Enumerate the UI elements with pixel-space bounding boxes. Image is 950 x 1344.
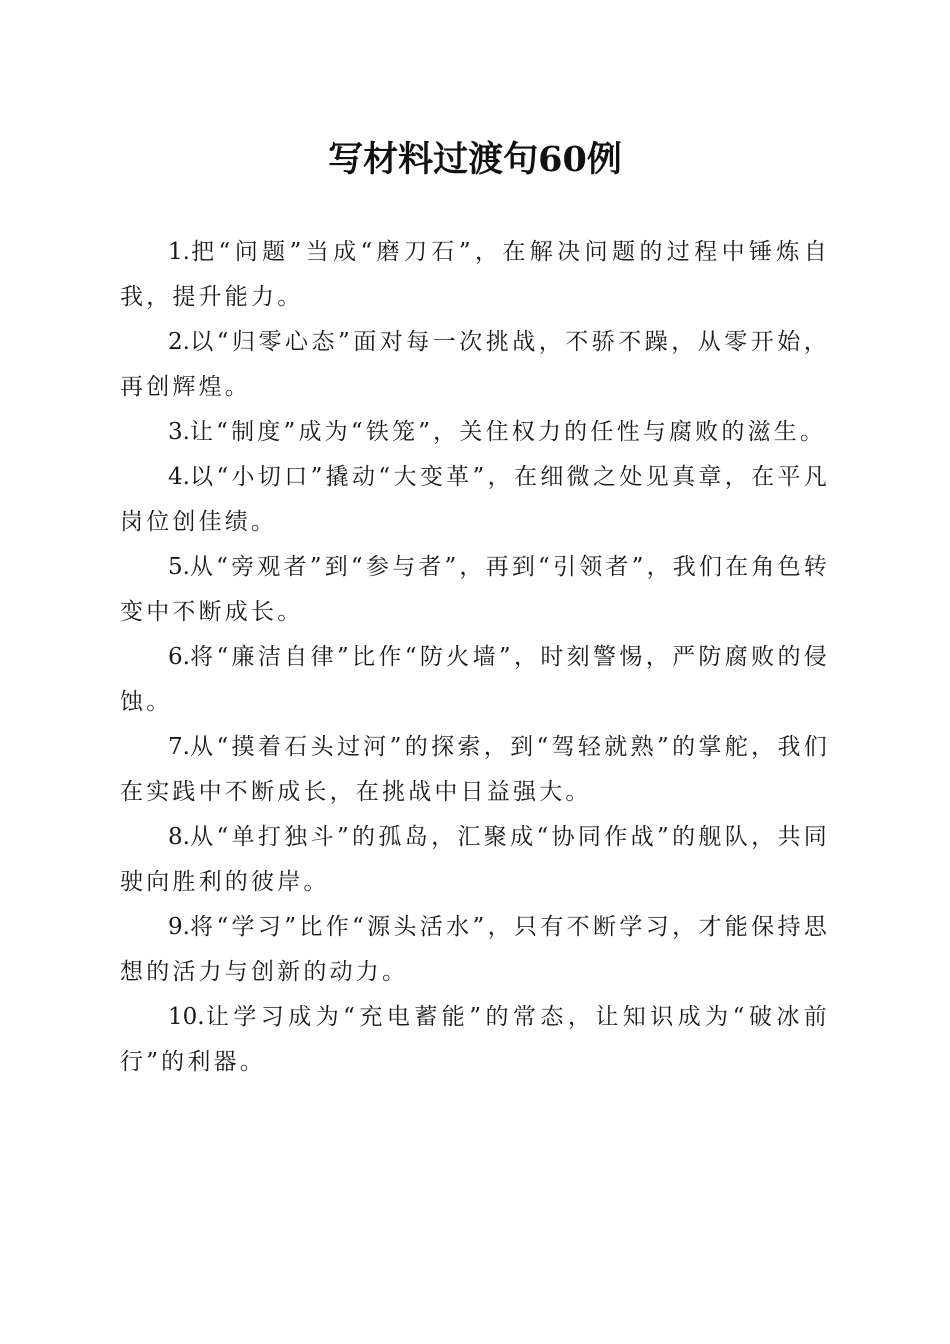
item-number: 2. <box>168 329 190 355</box>
item-text: 以“归零心态”面对每一次挑战，不骄不躁，从零开始，再创辉煌。 <box>120 329 830 400</box>
list-item <box>120 455 830 545</box>
list-item <box>120 410 830 455</box>
item-number: 10. <box>168 1004 205 1030</box>
item-text: 让“制度”成为“铁笼”，关住权力的任性与腐败的滋生。 <box>189 419 827 445</box>
list-item <box>120 995 830 1085</box>
list-item <box>120 545 830 635</box>
item-number: 5. <box>168 554 190 580</box>
item-text: 把“问题”当成“磨刀石”，在解决问题的过程中锤炼自我，提升能力。 <box>120 239 830 310</box>
item-number: 1. <box>168 239 190 265</box>
item-text: 从“旁观者”到“参与者”，再到“引领者”，我们在角色转变中不断成长。 <box>120 554 830 625</box>
list-item <box>120 320 830 410</box>
list-item <box>120 905 830 995</box>
list-item <box>120 815 830 905</box>
list-item <box>120 230 830 320</box>
item-number: 6. <box>168 644 190 670</box>
item-number: 4. <box>168 464 190 490</box>
item-number: 3. <box>168 419 190 445</box>
item-number: 8. <box>168 824 190 850</box>
item-text: 将“学习”比作“源头活水”，只有不断学习，才能保持思想的活力与创新的动力。 <box>120 914 830 985</box>
item-number: 7. <box>168 734 190 760</box>
item-text: 将“廉洁自律”比作“防火墙”，时刻警惕，严防腐败的侵蚀。 <box>120 644 830 715</box>
list-item <box>120 725 830 815</box>
item-text: 从“摸着石头过河”的探索，到“驾轻就熟”的掌舵，我们在实践中不断成长，在挑战中日益强大。 <box>120 734 830 805</box>
document-title: 写材料过渡句60例 <box>328 139 622 180</box>
item-text: 以“小切口”撬动“大变革”，在细微之处见真章，在平凡岗位创佳绩。 <box>120 464 830 535</box>
item-text: 让学习成为“充电蓄能”的常态，让知识成为“破冰前行”的利器。 <box>120 1004 830 1075</box>
document-body <box>120 230 830 1085</box>
list-item <box>120 635 830 725</box>
item-text: 从“单打独斗”的孤岛，汇聚成“协同作战”的舰队，共同驶向胜利的彼岸。 <box>120 824 830 895</box>
item-number: 9. <box>168 914 190 940</box>
